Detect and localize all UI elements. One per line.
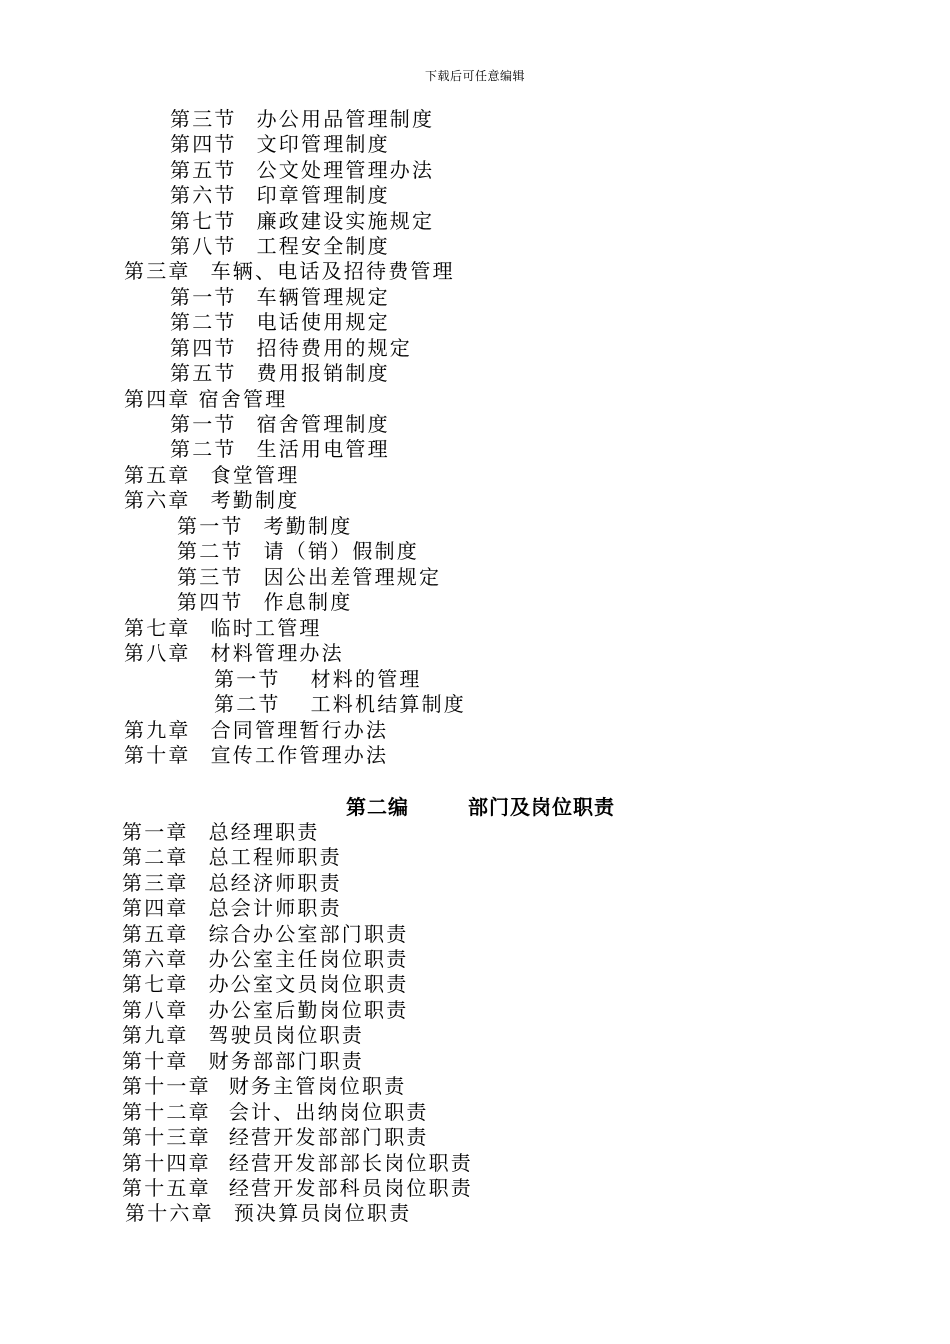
toc-line: 第十章 财务部部门职责	[122, 1049, 365, 1073]
part-name: 部门及岗位职责	[468, 795, 615, 819]
toc-line: 第十三章 经营开发部部门职责	[122, 1125, 429, 1149]
toc-line: 第四节 作息制度	[177, 590, 353, 614]
toc-line: 第四章 总会计师职责	[122, 896, 342, 920]
toc-line: 第二章 总工程师职责	[122, 845, 342, 869]
toc-line: 第五节 费用报销制度	[170, 361, 390, 385]
toc-line: 第六章 办公室主任岗位职责	[122, 947, 409, 971]
toc-line: 第二节 请（销）假制度	[177, 539, 420, 563]
toc-line: 第九章 驾驶员岗位职责	[122, 1023, 365, 1047]
toc-line: 第六章 考勤制度	[124, 488, 300, 512]
toc-line: 第一节 车辆管理规定	[170, 285, 390, 309]
toc-line: 第二节 电话使用规定	[170, 310, 390, 334]
toc-line: 第八节 工程安全制度	[170, 234, 390, 258]
toc-line: 第三节 办公用品管理制度	[170, 107, 435, 131]
toc-line: 第七章 临时工管理	[124, 616, 322, 640]
toc-line: 第九章 合同管理暂行办法	[124, 718, 389, 742]
toc-line: 第七章 办公室文员岗位职责	[122, 972, 409, 996]
toc-line: 第五节 公文处理管理办法	[170, 158, 435, 182]
toc-line: 第二节 生活用电管理	[170, 437, 390, 461]
toc-line: 第一章 总经理职责	[122, 820, 320, 844]
toc-line: 第四节 文印管理制度	[170, 132, 390, 156]
toc-line: 第二节 工料机结算制度	[214, 692, 467, 716]
toc-line: 第三章 车辆、电话及招待费管理	[124, 259, 455, 283]
toc-line: 第四章 宿舍管理	[124, 387, 288, 411]
page-header: 下载后可任意编辑	[424, 69, 525, 83]
toc-line: 第一节 宿舍管理制度	[170, 412, 390, 436]
toc-line: 第五章 食堂管理	[124, 463, 300, 487]
part-number: 第二编	[346, 795, 409, 819]
toc-line: 第三节 因公出差管理规定	[177, 565, 442, 589]
toc-line: 第四节 招待费用的规定	[170, 336, 413, 360]
toc-line: 第十四章 经营开发部部长岗位职责	[122, 1151, 474, 1175]
toc-line: 第五章 综合办公室部门职责	[122, 922, 409, 946]
toc-line: 第一节 材料的管理	[214, 667, 422, 691]
toc-line: 第八章 材料管理办法	[124, 641, 344, 665]
toc-line: 第一节 考勤制度	[177, 514, 353, 538]
toc-line: 第三章 总经济师职责	[122, 871, 342, 895]
toc-line: 第十六章 预决算员岗位职责	[125, 1201, 412, 1225]
toc-line: 第七节 廉政建设实施规定	[170, 209, 435, 233]
toc-line: 第八章 办公室后勤岗位职责	[122, 998, 409, 1022]
toc-line: 第十章 宣传工作管理办法	[124, 743, 389, 767]
toc-line: 第十一章 财务主管岗位职责	[122, 1074, 407, 1098]
toc-line: 第十二章 会计、出纳岗位职责	[122, 1100, 429, 1124]
toc-line: 第十五章 经营开发部科员岗位职责	[122, 1176, 474, 1200]
toc-line: 第六节 印章管理制度	[170, 183, 390, 207]
